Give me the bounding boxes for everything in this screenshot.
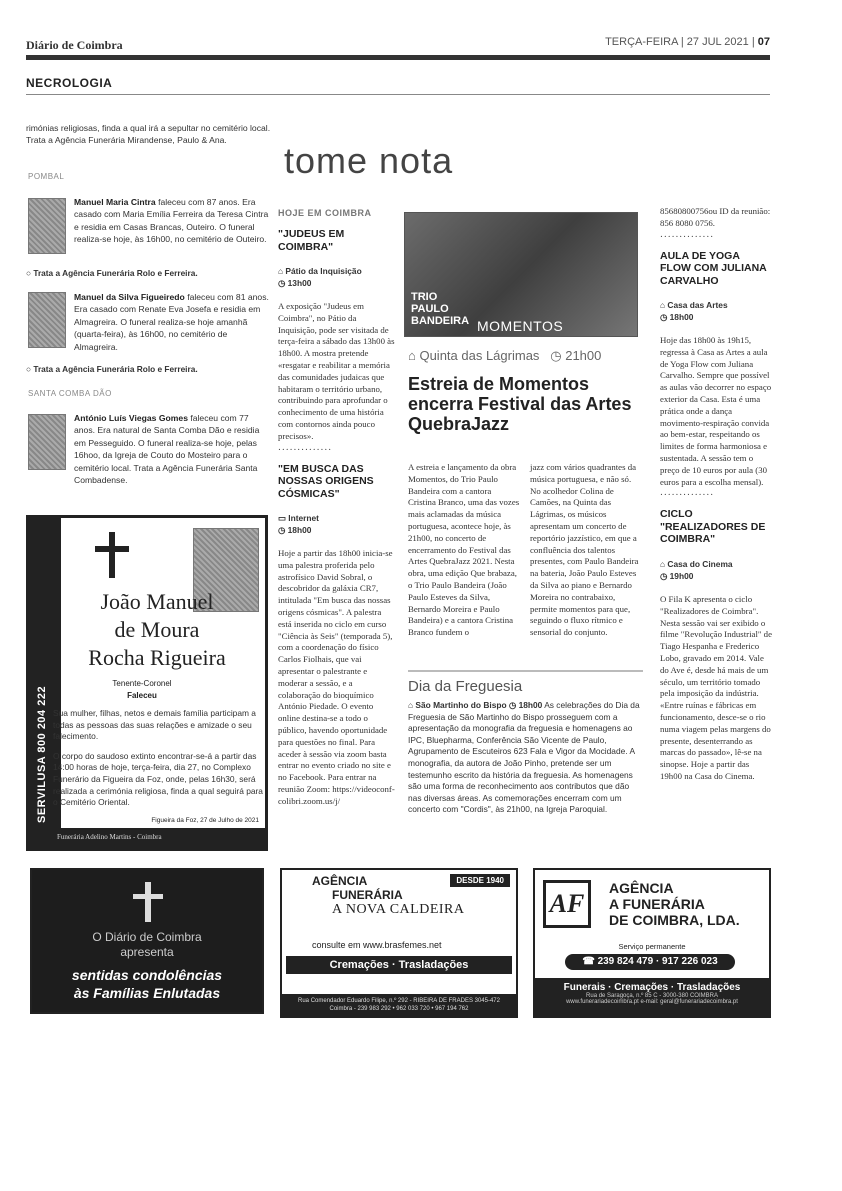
page-header (26, 30, 770, 60)
dot-separator: .............. (278, 442, 333, 453)
notice-text: Sua mulher, filhas, netos e demais família participam a todas as pessoas das suas relações e amizade o seu falecimento. O corpo do saudoso extinto encontrar-se-á a partir das 14:00 horas de hoje, terça-feira, dia 27, no Complexo Funerário da Figueira da Foz, onde, pelas 16h30, será realizada a cerimónia religiosa, finda a qual seguirá para o Cemitério Oriental. (53, 708, 263, 808)
since-badge: DESDE 1940 (450, 874, 510, 887)
column-head: HOJE EM COIMBRA (278, 208, 372, 218)
death-notice (26, 515, 268, 851)
notice-date: Figueira da Foz, 27 de Julho de 2021 (151, 817, 259, 824)
obituary-photo (28, 292, 66, 348)
obituary-text: faleceu com 81 anos. Era casado com Renate Eva Josefa e residia em Almagreira. O funeral realiza-se hoje amanhã (quarta-feira), às 16h00, no cemitério de Almagreira. (74, 292, 269, 352)
region-santa-comba: SANTA COMBA DÃO (28, 389, 112, 398)
dot-separator: .............. (660, 229, 715, 240)
af-logo: AF (543, 880, 591, 928)
tome-nota-title: tome nota (284, 140, 454, 181)
feature-title: Estreia de Momentos encerra Festival das Artes QuebraJazz (408, 374, 632, 434)
obituary-name: António Luís Viegas Gomes (74, 413, 188, 423)
cross-icon (95, 546, 129, 552)
event-place: ⌂ Casa do Cinema (660, 558, 733, 569)
cross-icon (145, 882, 151, 922)
feature-image: TRIO PAULO BANDEIRA MOMENTOS (404, 212, 638, 337)
feature-time: 21h00 (565, 348, 602, 363)
event-title: "JUDEUS EM COIMBRA" (278, 228, 345, 253)
phone-badge: ☎ 239 824 479 · 917 226 023 (565, 954, 735, 970)
obituary-item (74, 291, 270, 353)
events-column-3 (660, 206, 772, 783)
obituary-agency: ○ Trata a Agência Funerária Rolo e Ferreira. (26, 364, 198, 374)
notice-sidebar-text: SERVILUSA 800 204 222 (36, 685, 48, 823)
page-info: TERÇA-FEIRA | 27 JUL 2021 | 07 (605, 36, 770, 48)
obituary-item (74, 196, 270, 246)
notice-footer: Funerária Adelino Martins - Coimbra (29, 828, 265, 848)
event-title: CICLO "REALIZADORES DE COIMBRA" (660, 508, 766, 546)
obituary-photo (28, 198, 66, 254)
feature-meta: ⌂ Quinta das Lágrimas ◷ 21h00 (408, 348, 602, 363)
feature-place: Quinta das Lágrimas (419, 348, 540, 363)
page-number: 07 (757, 36, 770, 48)
obituary-agency: ○ Trata a Agência Funerária Rolo e Ferreira. (26, 268, 198, 278)
masthead: Diário de Coimbra (26, 38, 123, 52)
event-time: ◷ 13h00 (278, 278, 312, 288)
obituary-text: faleceu com 77 anos. Era natural de Santa Comba Dão e residia em Pesseguido. O funeral realiza-se hoje, pelas 16hoo, da Igreja de Couto do Mosteiro para o cemitério local. Trata a Agência Funerária Santa Combadense. (74, 413, 260, 486)
event-text: Hoje das 18h00 às 19h15, regressa à Casa as Artes a aula de Yoga Flow com Juliana Carvalho. Sempre que possível as aulas vão decorrer no espaço exterior da Casa. Esta é uma prática onde a dança movimento-respiração convida ao bem-estar, respeitando os limites de forma harmoniosa e sustentada. A sessão tem o preço de 10 euros por aula (30 euros para a escolha mensal). (660, 335, 772, 487)
event-time: ◷ 18h00 (660, 312, 694, 323)
obituary-text: faleceu com 87 anos. Era casado com Maria Emília Ferreira da Teresa Cintra e residia em Casas Brancas, Outeiro. O funeral realiza-se hoje, às 16h00, no cemitério de Outeiro. (74, 197, 269, 245)
freguesia-text: ⌂ São Martinho do Bispo ◷ 18h00 As celebrações do Dia da Freguesia de São Martinho do Bispo prosseguem com a apresentação da monografia da freguesia e homenagens ao IPC, Bluepharma, Conferência São Vicente de Paulo, Agrupamento de Escuteiros 623 Fala e Vigor da Mocidade. A monografia, da autora de João Pinho, pretende ser um testemunho escrito da história da freguesia. As homenagens são uma forma de reconhecimento aos contributos que dão nas diversas áreas. As comemorações encerram com um concerto com "Cordis", às 21h00, na Igreja Paroquial. (408, 700, 640, 815)
obituary-continuation: rimónias religiosas, finda a qual irá a sepultar no cemitério local. Trata a Agência Funerária Mirandense, Paulo & Ana. (26, 123, 271, 146)
event-place: ⌂ Casa das Artes (660, 300, 728, 311)
condolences-ad: O Diário de Coimbra apresenta sentidas condolências às Famílias Enlutadas (30, 868, 264, 1014)
event-text: O Fila K apresenta o ciclo "Realizadores de Coimbra". Nesta sessão vai ser exibido o filme "Revolução Industrial" de Tiago Hespanha e Frederico Lobo, gravado em 2014. Vale do Ave é, desde há mais de um século, um território tomado pela imposição da indústria. «Entre ruínas e fábricas em funcionamento, desce-se o rio numa viagem pelas margens do presente, desenterrando as marcas do passado», lê-se na sinopse. Hoje a partir das 19h00 na Casa do Cinema. (660, 593, 772, 781)
feature-text: jazz com vários quadrantes da música portuguesa, e não só. No acolhedor Colina de Camões, na Quinta das Lágrimas, os músicos apresentam um concerto de reportório jazzístico, em que a confluência dos talentos presentes, com Paulo Bandeira na bateria, João Paulo Esteves da Silva ao piano e Bernardo Moreira no contrabaixo, permite momentos para que, seguindo o fluxo rítmico e sensorial do conjunto. (530, 462, 639, 638)
cross-icon (109, 532, 115, 578)
funeraria-coimbra-ad: AF AGÊNCIA A FUNERÁRIA DE COIMBRA, LDA. Serviço permanente ☎ 239 824 479 · 917 226 023 Funerais · Cremações · Trasladações Rua de Saragoça, n.º 85 C - 3000-380 COIMBRA www.funerariadecoimbra.pt e-mail: geral@funerariadecoimbra.pt (533, 868, 771, 1018)
event-text: A exposição "Judeus em Coimbra", no Pátio da Inquisição, pode ser visitada de terça-feira a sábado das 13h00 às 18h00. A mostra pretende «resgatar e reabilitar a memória das comunidades judaicas que habitaram o território urbano, contribuindo para aprofundar o conhecimento de uma história com contornos ainda pouco precisos». (278, 301, 395, 441)
notice-name: João Manuel de Moura Rocha Rigueira (88, 589, 226, 670)
obituary-photo (28, 414, 66, 470)
weekday: TERÇA-FEIRA (605, 36, 678, 48)
section-title: NECROLOGIA (26, 76, 113, 90)
event-time: ◷ 18h00 (278, 525, 312, 536)
notice-rank: Tenente-Coronel Faleceu (112, 679, 172, 700)
event-title: "EM BUSCA DAS NOSSAS ORIGENS CÓSMICAS" (278, 462, 374, 500)
event-place: ⌂ Pátio da Inquisição (278, 266, 362, 276)
event-time: ◷ 19h00 (660, 570, 694, 581)
region-pombal: POMBAL (28, 172, 65, 181)
obituary-item (74, 412, 270, 486)
cross-icon (133, 894, 163, 899)
issue-date: 27 JUL 2021 (686, 36, 749, 48)
obituary-name: Manuel Maria Cintra (74, 197, 156, 207)
section-rule (26, 94, 770, 95)
event-text: Hoje a partir das 18h00 inicia-se uma palestra proferida pelo astrofísico David Sobral, o descobridor da galáxia CR7, intitulada "Em busca das nossas origens cósmicas". A palestra está inserida no ciclo em curso "Ciência às Seis" (temporada 5), com a coordenação do físico Carlos Fiolhais, que vai apresentar o palestrante e moderar a sessão, e a colaboração do bioquímico António Piedade. O evento online destina-se a todo o público, havendo oportunidade para questões no final. Para aceder à sessão via zoom basta entrar no evento criado no site e no Facebook. Para entrar na reunião Zoom: https://videoconf-colibri.zoom.us/j/ (278, 548, 395, 806)
events-column-1 (278, 208, 396, 808)
event-title: AULA DE YOGA FLOW COM JULIANA CARVALHO (660, 249, 767, 287)
obituary-name: Manuel da Silva Figueiredo (74, 292, 185, 302)
freguesia-heading: Dia da Freguesia (408, 670, 643, 695)
event-place: ▭ Internet (278, 513, 319, 524)
feature-text: A estreia e lançamento da obra Momentos, do Trio Paulo Bandeira com a cantora Cristina Branco, uma das vozes mais aclamadas da música portuguesa, acontece hoje, às 21h00, no concerto de encerramento do Festival das Artes QuebraJazz 2021. Nesta obra, uma edição Que brabaza, o Trio Paulo Bandeira (João Paulo Esteves da Silva, Bernardo Moreira e Paulo Bandeira) e a cantora Cristina Branco fundem o (408, 462, 520, 638)
event-text: 85680800756ou ID da reunião: 856 8080 0756. (660, 206, 771, 228)
nova-caldeira-ad: AGÊNCIA FUNERÁRIA DESDE 1940 A NOVA CALDEIRA consulte em www.brasfemes.net Cremações · Trasladações Rua Comendador Eduardo Filipe, n.º 292 - RIBEIRA DE FRADES 3045-472 Coimbra - 239 983 292 • 962 033 720 • 967 194 762 (280, 868, 518, 1018)
dot-separator: .............. (660, 488, 715, 499)
